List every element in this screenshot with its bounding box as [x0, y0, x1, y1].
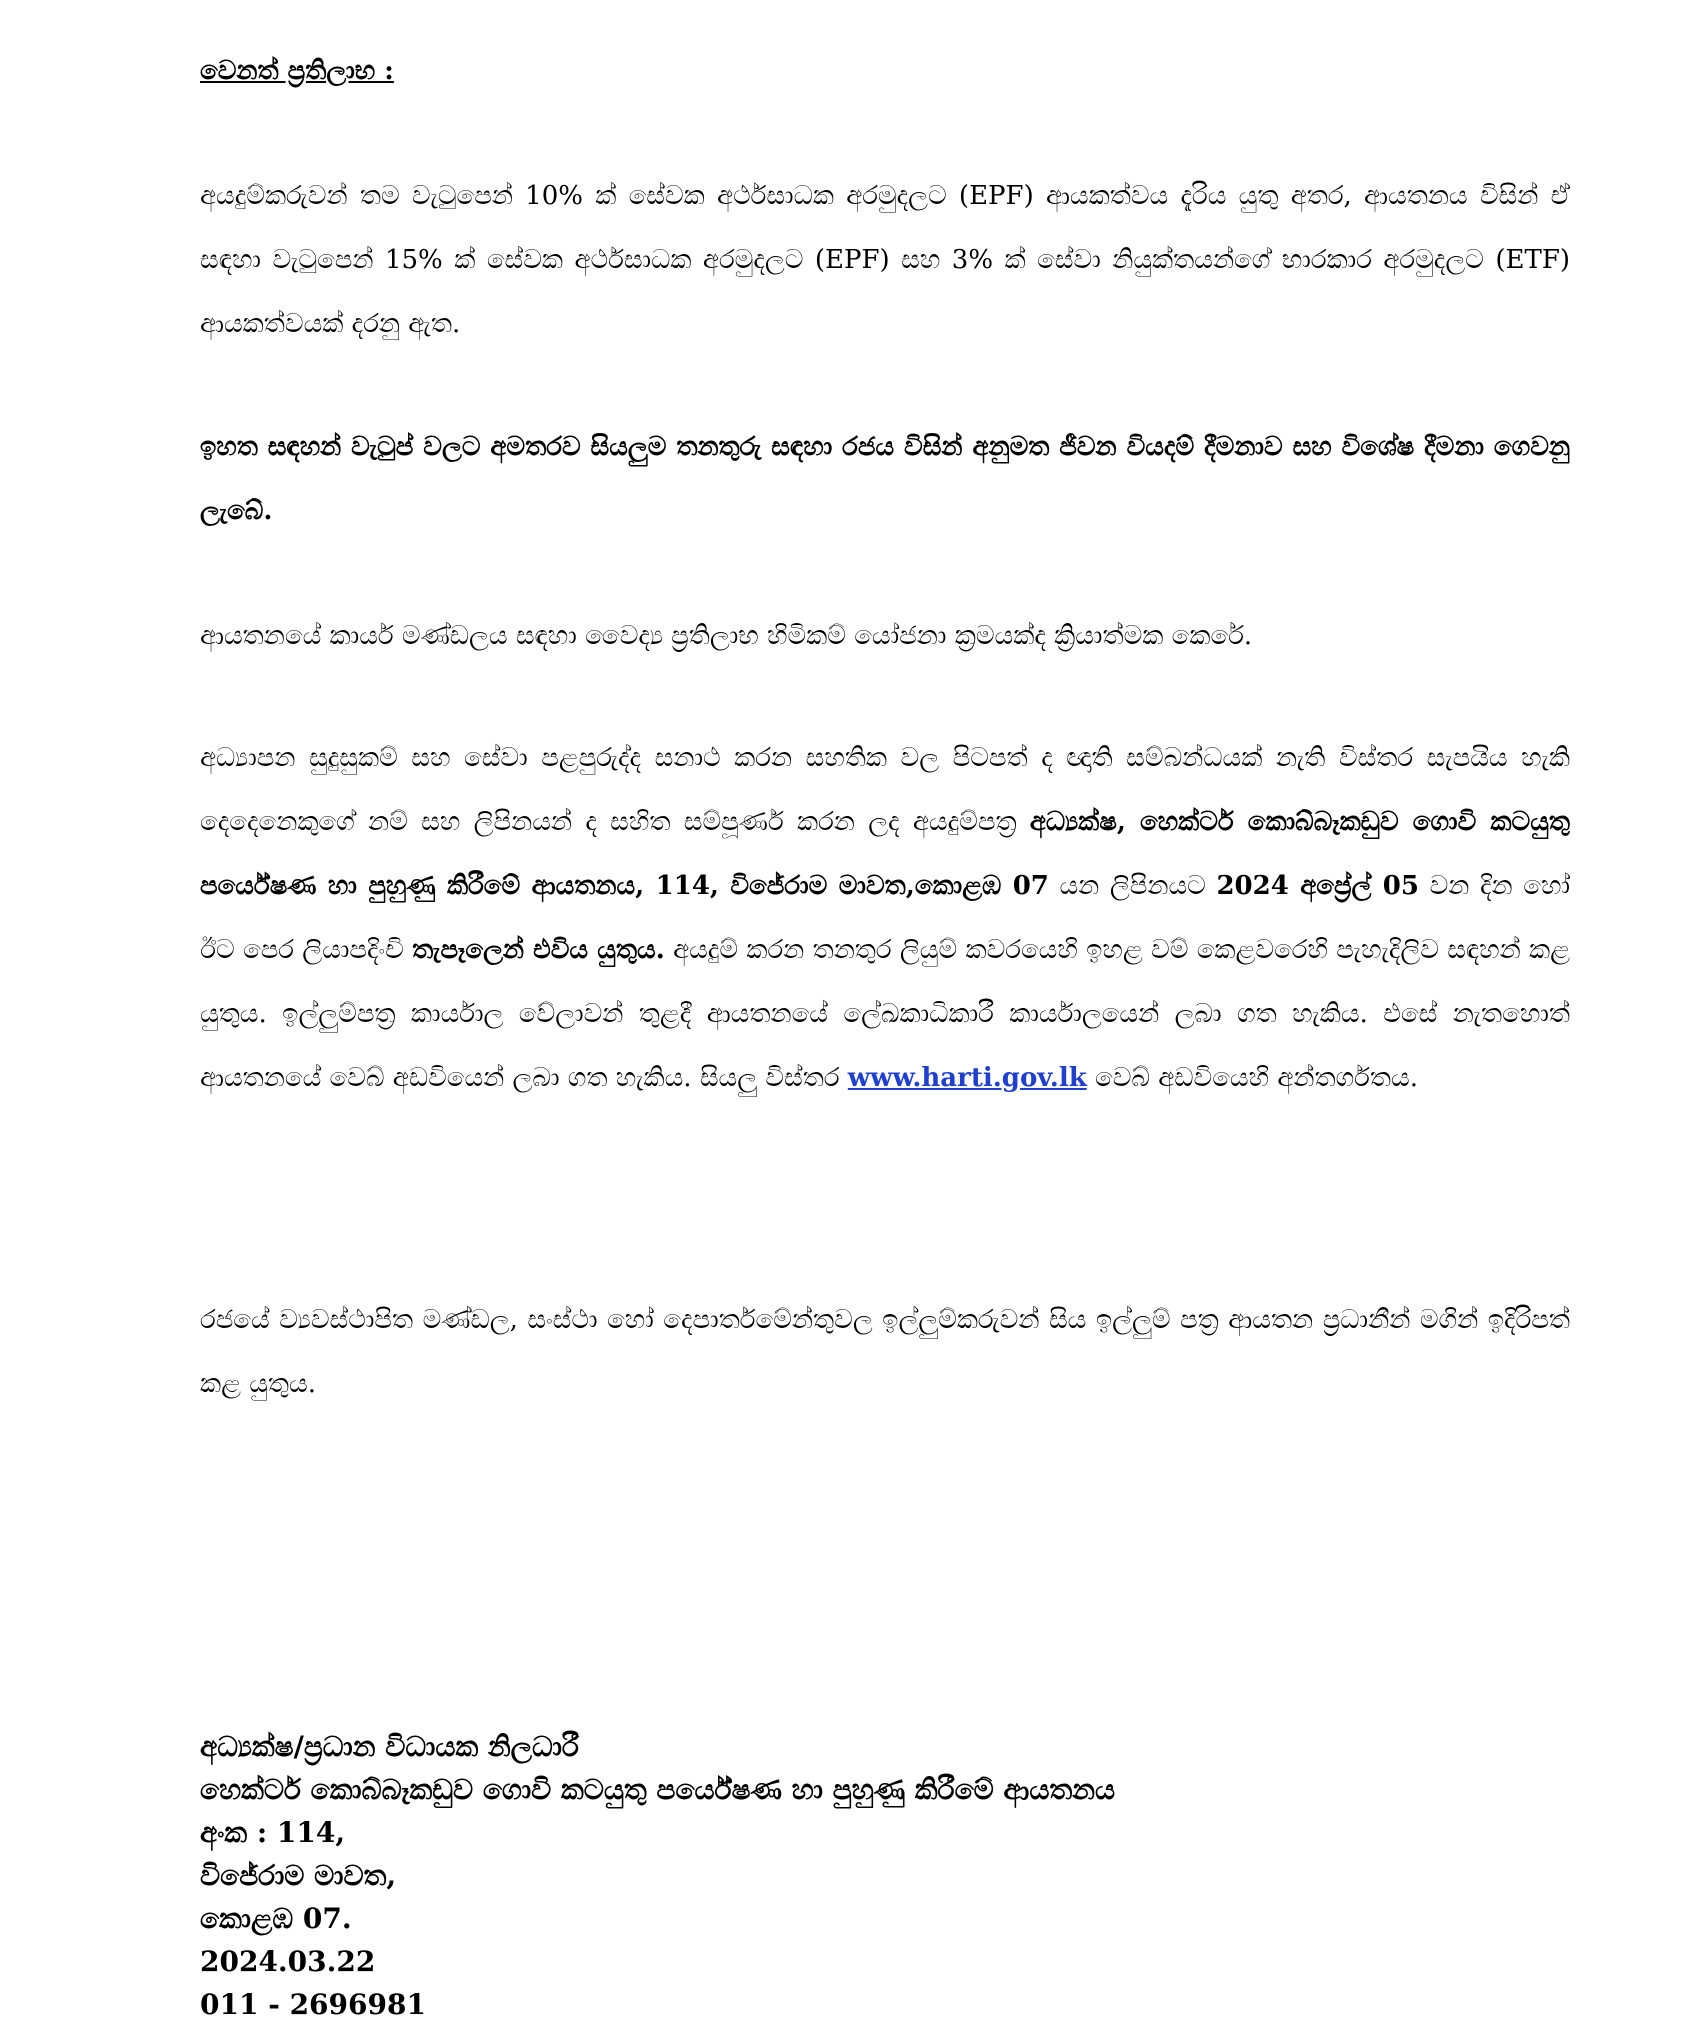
phone-number: 011 - 2696981 — [200, 1988, 426, 2021]
paragraph-allowances: ඉහත සඳහන් වැටුප් වලට අමතරව සියලුම තනතුරු සඳහා රජය විසින් අනුමත ජීවන වියදම් දීමනාව සහ විශේෂ දීමනා ගෙවනු ලැබේ. — [200, 432, 1570, 526]
post-instruction: තැපෑලෙන් එවිය යුතුය. — [412, 935, 665, 965]
document-date: 2024.03.22 — [200, 1945, 376, 1978]
section-heading: වෙනත් ප්‍රතිලාභ : — [200, 56, 394, 86]
institution-name: හෙක්ටර් කොබ්බෑකඩුව ගොවි කටයුතු පර්යේෂණ හා පුහුණු කිරීමේ ආයතනය — [200, 1773, 1116, 1806]
paragraph-government-applicants: රජයේ ව්‍යවස්ථාපිත මණ්ඩල, සංස්ථා හෝ දෙපාර්තමේන්තුවල ඉල්ලුම්කරුවන් සිය ඉල්ලුම් පත්‍ර ආයතන ප්‍රධානීන් මගින් ඉදිරිපත් කළ යුතුය. — [200, 1305, 1570, 1399]
deadline-date: 2024 අප්‍රේල් 05 — [1216, 871, 1419, 901]
text-segment: අයදුම් කරන තනතුර ලියුම් කවරයෙහි ඉහළ වම් කෙළවරෙහි පැහැදිලිව සඳහන් කළ යුතුය. ඉල්ලුම්පත්‍ර කාර්යාල වේලාවන් තුළදී ආයතනයේ ලේඛකාධිකාරී කාර්යාලයෙන් ලබා ගත හැකිය. එසේ නැතහොත් ආයතනයේ වෙබ් අඩවියෙන් ලබා ගත හැකිය. සියලු විස්තර — [200, 935, 1570, 1093]
paragraph-application-instructions — [200, 726, 1570, 1110]
address-number: අංක : 114, — [200, 1816, 346, 1849]
address-city: කොළඹ 07. — [200, 1902, 352, 1935]
address-street: විජේරාම මාවත, — [200, 1859, 397, 1892]
paragraph-medical: ආයතනයේ කාර්ය මණ්ඩලය සඳහා වෛද්‍ය ප්‍රතිලාභ හිමිකම් යෝජනා ක්‍රමයක්ද ක්‍රියාත්මක කෙරේ. — [200, 621, 1253, 651]
text-segment: යන ලිපිනයට — [1048, 871, 1217, 901]
signatory-title: අධ්‍යක්ෂ/ප්‍රධාන විධායක නිලධාරී — [200, 1730, 579, 1763]
address-text: අධ්‍යක්ෂ, හෙක්ටර් කොබ්බෑකඩුව ගොවි කටයුතු පර්යේෂණ හා පුහුණු කිරීමේ ආයතනය, 114, විජේරාම මාවත,කොළඹ 07 — [200, 807, 1571, 901]
text-segment: අධ්‍යාපන සුදුසුකම් සහ සේවා පළපුරුද්ද සනාථ කරන සහතික වල පිටපත් ද ඥාති සම්බන්ධයක් නැති විස්තර සැපයිය හැකි දෙදෙනෙකුගේ නම් සහ ලිපිනයන් ද සහිත සම්පූර්ණ කරන ලද අයදුම්පත්‍ර — [200, 743, 1570, 837]
signature-block — [200, 1725, 1115, 2026]
website-link[interactable]: www.harti.gov.lk — [847, 1063, 1087, 1093]
text-segment: වෙබ් අඩවියෙහි අන්තර්ගතය. — [1086, 1063, 1418, 1093]
paragraph-epf-etf: අයදුම්කරුවන් තම වැටුපෙන් 10% ක් සේවක අර්ථසාධක අරමුදලට (EPF) ආයකත්වය දැරිය යුතු අතර, ආයතනය විසින් ඒ සඳහා වැටුපෙන් 15% ක් සේවක අර්ථසාධක අරමුදලට (EPF) සහ 3% ක් සේවා නියුක්තයන්ගේ භාරකාර අරමුදලට (ETF) ආයකත්වයක් දරනු ඇත. — [200, 181, 1570, 339]
text-segment: වන දින හෝ ඊට පෙර ලියාපදිංචි — [200, 871, 1571, 965]
